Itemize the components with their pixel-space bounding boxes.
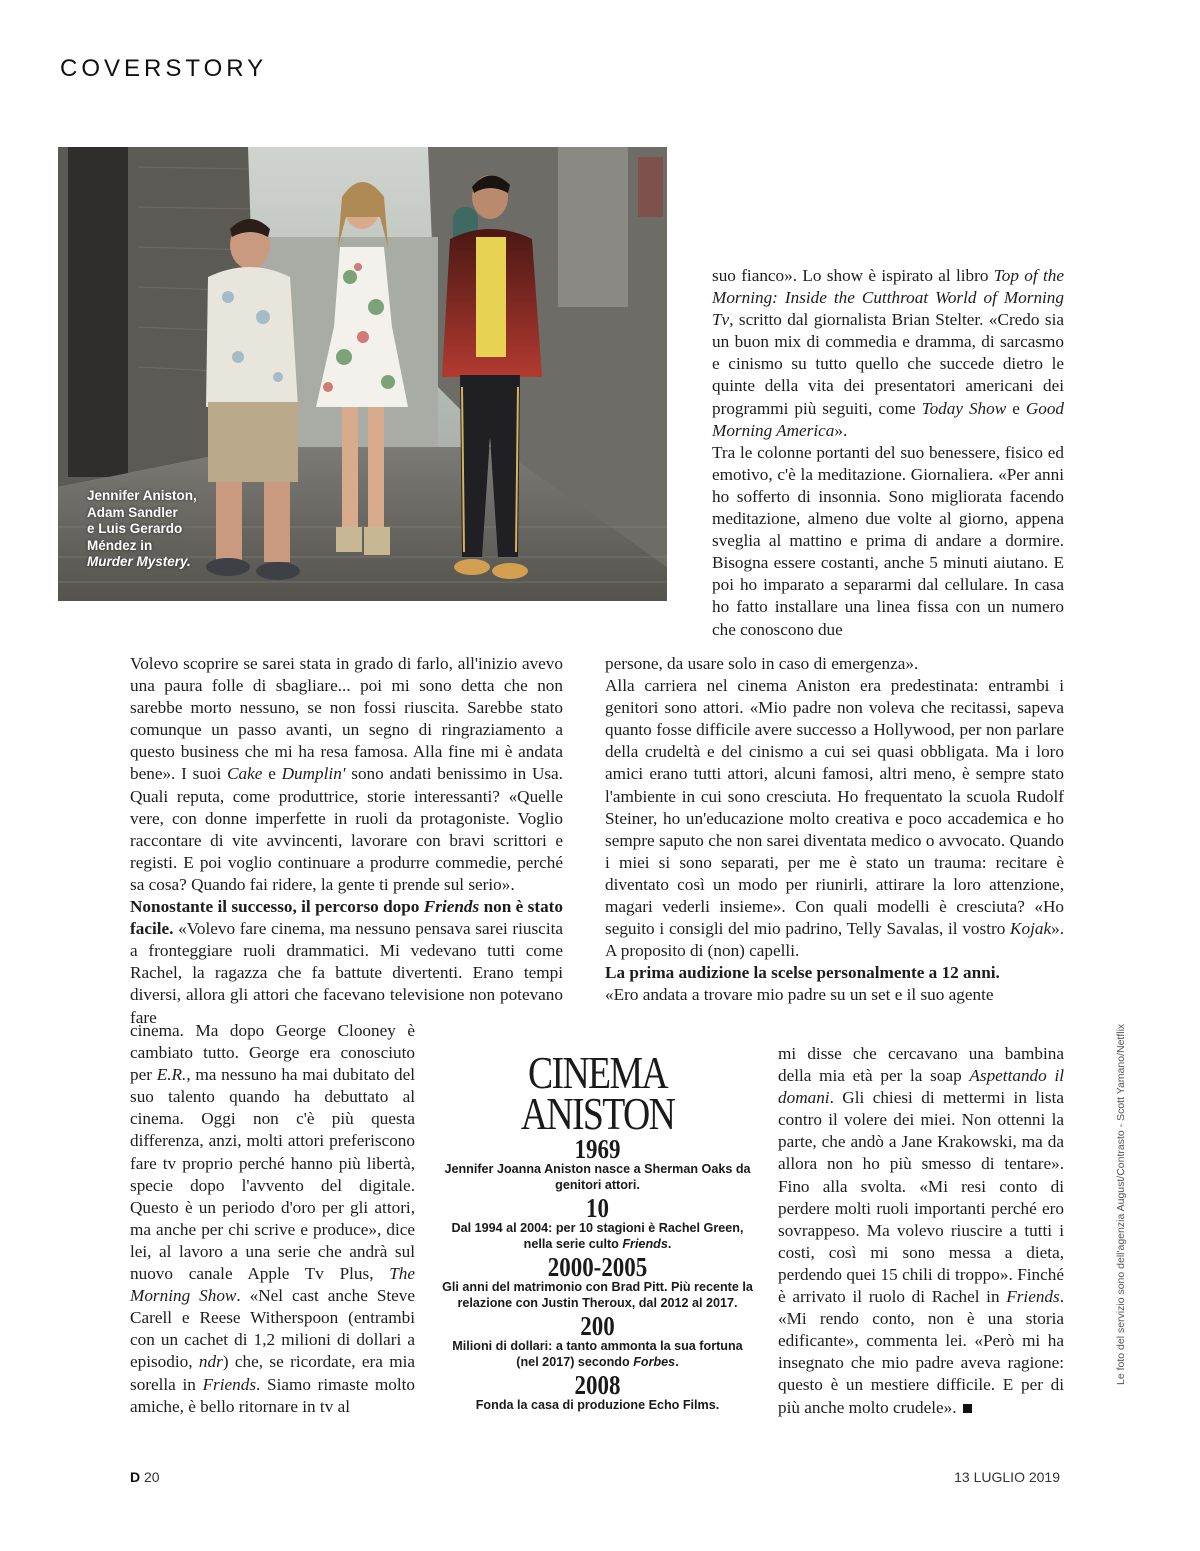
show-title: Good Morning America [712, 398, 1065, 440]
book-title: Top of the Morning: Inside the Cutthroat World of Morning Tv [712, 266, 1064, 330]
article-column-left-bottom [130, 1020, 415, 1418]
lead-sentence: Nonostante il successo, il percorso dopo Friends non è stato facile. [130, 897, 563, 939]
show-title: E.R. [156, 1065, 187, 1085]
sidebar-title: CINEMA [528, 1047, 667, 1098]
article-column-right-top [712, 265, 1064, 641]
caption-line: Adam Sandler [87, 504, 178, 520]
sidebar-description: Jennifer Joanna Aniston nasce a Sherman Oaks da genitori attori. [444, 1162, 751, 1192]
show-title: The Morning Show [130, 1264, 415, 1306]
issue-date: 13 LUGLIO 2019 [954, 1469, 1060, 1485]
caption-line: Jennifer Aniston, [87, 488, 197, 503]
article-column-left-top [130, 653, 563, 1029]
caption-film-title: Murder Mystery. [87, 554, 191, 569]
paragraph: Nonostante il successo, il percorso dopo Friends non è stato facile. «Volevo fare cinema, ma nessuno pensava sarei riuscita a fronteggiare ruoli drammatici. Mi vedevano tutti come Rachel, la ragazza che fa battute divertenti. Erano tempi diversi, allora gli attori che facevano televisione non potevano fare [130, 897, 563, 1027]
article-column-right-mid [605, 653, 1064, 1007]
sidebar-title: ANISTON [520, 1088, 675, 1139]
magazine-logo: D [130, 1469, 141, 1485]
film-title: Dumplin' [281, 764, 346, 784]
show-title: Friends [1006, 1287, 1060, 1307]
show-title: Kojak [1010, 919, 1052, 939]
sidebar-year: 1969 [574, 1134, 621, 1164]
paragraph: «Ero andata a trovare mio padre su un set e il suo agente [605, 985, 994, 1005]
cinema-aniston-sidebar [440, 1047, 755, 1414]
paragraph: mi disse che cercavano una bambina della mia età per la soap Aspettando il domani. Gli chiesi di mettermi in lista contro il volere dei miei. Non ottenni la parte, che andò a Jane Krakowski, ma da allora non ho più smesso di tentare». Fino alla svolta. «Mi resi conto di perdere molti ruoli importanti perché ero sovrappeso. Ma volevo riuscire a tutti i costi, così mi sono messa a dieta, perdendo quei 15 chili di troppo». Finché è arrivato il ruolo di Rachel in Friends. «Mi rendo conto, non è una storia edificante», commenta lei. «Però mi ha insegnato che mio padre aveva ragione: questo è un mestiere difficile. E per di più anche molto crudele». [778, 1044, 1064, 1417]
film-title: Cake [227, 764, 263, 784]
caption-line: Méndez in [87, 537, 153, 553]
lead-sentence: La prima audizione la scelse personalmente a 12 anni. [605, 963, 1000, 983]
cover-photo [58, 147, 667, 601]
page-number: D 20 [130, 1469, 160, 1485]
paragraph: cinema. Ma dopo George Clooney è cambiato tutto. George era conosciuto per E.R., ma nessuno ha mai dubitato del suo talento quando ha debuttato al cinema. Oggi non c'è più questa differenza, anzi, molti attori preferiscono fare tv proprio perché hanno più libertà, specie dopo l'avvento del digitale. Questo è un periodo d'oro per gli attori, ma anche per chi scrive e produce», dice lei, al lavoro a una serie che andrà sul nuovo canale Apple Tv Plus, The Morning Show. «Nel cast anche Steve Carell e Reese Witherspoon (entrambi con un cachet di 1,2 milioni di dollari a episodio, ndr) che, se ricordate, era mia sorella in Friends. Siamo rimaste molto amiche, è bello ritornare in tv al [130, 1021, 416, 1416]
sidebar-description: Milioni di dollari: a tanto ammonta la sua fortuna (nel 2017) secondo Forbes. [452, 1339, 743, 1369]
caption-line: e Luis Gerardo [87, 521, 183, 536]
paragraph: suo fianco». Lo show è ispirato al libro Top of the Morning: Inside the Cutthroat World of Morning Tv, scritto dal giornalista Brian Stelter. «Credo sia un buon mix di commedia e dramma, di sarcasmo e cinismo su tutto quello che succede dietro le quinte della vita dei presentatori americani dei programmi più seguiti, come Today Show e Good Morning America». [712, 266, 1065, 440]
sidebar-year: 2008 [574, 1370, 621, 1400]
sidebar-year: 200 [580, 1311, 615, 1341]
show-title: Friends [202, 1374, 257, 1394]
sidebar-description: Dal 1994 al 2004: per 10 stagioni è Rachel Green, nella serie culto Friends. [451, 1221, 744, 1251]
soap-title: Aspettando il domani [778, 1066, 1064, 1108]
photo-caption [87, 488, 257, 571]
article-column-right-bottom [778, 1043, 1064, 1419]
sidebar-year: 10 [586, 1193, 609, 1223]
sidebar-description: Fonda la casa di produzione Echo Films. [475, 1398, 720, 1412]
sidebar-description: Gli anni del matrimonio con Brad Pitt. Più recente la relazione con Justin Theroux, dal 2012 al 2017. [442, 1280, 753, 1310]
paragraph: Tra le colonne portanti del suo benessere, fisico ed emotivo, c'è la meditazione. Giornaliera. «Per anni ho sofferto di insonnia. Sono migliorata facendo meditazione, almeno due volte al giorno, appena sveglia al mattino e prima di andare a dormire. Bisogna essere costanti, anche 5 minuti aiutano. E poi ho imparato a separarmi dal cellulare. In casa ho fatto installare una linea fissa con un numero che conoscono due [712, 442, 1064, 639]
sidebar-year: 2000-2005 [547, 1252, 648, 1282]
end-of-article-square-icon [963, 1404, 972, 1413]
paragraph: Volevo scoprire se sarei stata in grado di farlo, all'inizio avevo una paura folle di sbagliare... poi mi sono detta che non sarebbe morto nessuno, se non fossi riuscita. Sarebbe stato comunque un passo avanti, un segno di ringraziamento a questo business che mi ha resa famosa. Alla fine mi è andata bene». I suoi Cake e Dumplin' sono andati benissimo in Usa. Quali reputa, come produttrice, storie interessanti? «Quelle vere, con donne imperfette in ruoli da protagoniste. Voglio raccontare di vite avvincenti, lavorare con bravi scrittori e registi. E poi voglio continuare a produrre commedie, perché sa cosa? Quando fai ridere, la gente ti prende sul serio». [130, 654, 563, 894]
show-title: Today Show [921, 398, 1007, 418]
section-label: COVERSTORY [60, 55, 268, 82]
paragraph: Alla carriera nel cinema Aniston era predestinata: entrambi i genitori sono attori. «Mio padre non voleva che recitassi, sapeva quanto fosse difficile avere successo a Hollywood, per non parlare della crudeltà e del cinismo a cui sei quasi obbligata. Ma i loro amici erano tutti attori, alcuni famosi, altri meno, è sempre stato l'ambiente in cui sono cresciuta. Ho frequentato la scuola Rudolf Steiner, ho un'educazione molto creativa e poco accademica e ho sempre saputo che non sarei diventata medico o avvocato. Quando i miei si sono separati, per me è stato un trauma: recitare è diventato così un modo per riunirli, attirare la loro attenzione, magari vederli insieme». Con quali modelli è cresciuta? «Ho seguito i consigli del mio padrino, Telly Savalas, il vostro Kojak». A proposito di (non) capelli. [605, 676, 1064, 961]
paragraph: persone, da usare solo in caso di emergenza». [605, 654, 919, 673]
photo-credit: Le foto del servizio sono dell'agenzia August/Contrasto - Scott Yamano/Netflix [1115, 1023, 1127, 1385]
